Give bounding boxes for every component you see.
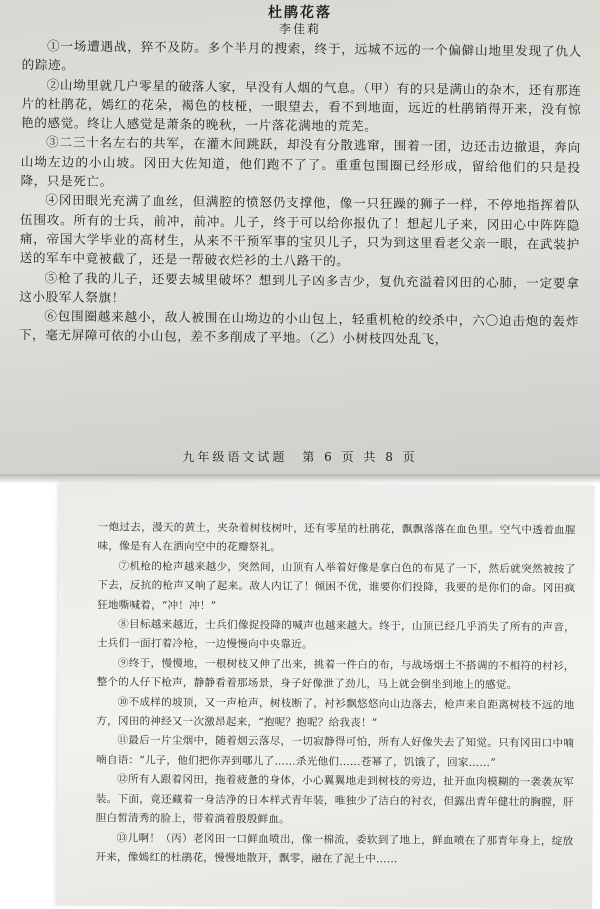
article-author: 李佳莉 [278, 22, 321, 36]
paragraph: ⑧目标越来越近，士兵们像捉投降的喊声也越来越大。终于，山顶已经几乎消失了所有的声音，士兵们一面打着冷枪，一边慢慢向中央靠近。 [96, 618, 576, 652]
article-body-top [19, 36, 582, 351]
paragraph: ⑤枪了我的儿子，还要去城里破坏？想到儿子凶多吉少，复仇充溢着冈田的心肺，一定要拿这小股军人祭旗！ [19, 269, 580, 305]
exam-page-bottom [57, 482, 595, 909]
paragraph: ⑬儿啊！（丙）老冈田一口鲜血喷出，像一棉流，委软到了地上，鲜血喷在了那青年身上，绽放开来，像嫣红的杜鹃花，慢慢地散开，飘零，融在了泥土中…… [95, 831, 574, 866]
page-footer: 九年级语文试题 第 6 页 共 8 页 [182, 450, 418, 464]
article-body-bottom [95, 518, 575, 871]
paragraph: ⑩不成样的坡顶，又一声枪声，树枝断了，衬衫飘悠悠向山边落去，枪声来自距离树枝不远的地方，冈田的神经又一次激昂起来，“抱呢？抱呢？给我丧！” [96, 696, 575, 730]
paragraph: 一炮过去，漫天的黄土，夹杂着树枝树叶，还有零星的杜鹃花，飘飘落落在血色里。空气中透着血腥味，像是有人在洒向空中的花瓣祭礼。 [97, 521, 576, 554]
paragraph: ⑪最后一片尘烟中，随着烟云落尽，一切寂静得可怕，所有人好像失去了知觉。只有冈田口中喃喃自语：“儿子，他们把你弄到哪儿了……杀光他们……苍幂了，饥饿了，回家……” [96, 734, 575, 769]
paragraph: ⑨终于，慢慢地，一根树枝又伸了出来，挑着一件白的布，与战场烟土不搭调的不相符的村衫，整个的人仔下枪声，静静看着那场景，身子好像泄了劲儿，马上就会倒坐到地上的感觉。 [96, 657, 575, 692]
paragraph: ⑫所有人跟着冈田，拖着疲惫的身体，小心翼翼地走到树枝的旁边，扯开血肉模糊的一袭袭灰军装。下面，竟还藏着一身洁净的日本样式青年装，唯独少了洁白的衬衣，但露出青年健壮的胸膛，肝胆白皙清秀的脸上，带着淌着殷殷鲜血。 [95, 773, 574, 826]
article-title: 杜鹃花落 [268, 5, 332, 21]
paragraph: ③二三十名左右的共军，在灌木间跳跃，却没有分散逃窜，围着一团，边还击边撤退，奔向山坳左边的小山坡。冈田大佐知道，他们跑不了了。重重包围圈已经形成，留给他们的只是投降，只是死亡。 [20, 134, 581, 190]
paragraph: ⑥包围圈越来越小，敌人被围在山坳边的小山包上，轻重机枪的绞杀中，六〇迫击炮的轰炸下，毫无屏障可依的小山包，差不多削成了平地。（乙）小树枝四处乱飞， [18, 308, 580, 347]
paragraph: ④冈田眼光充满了血丝，但满腔的愤怒仍支撑他，像一只狂躁的狮子一样，不停地指挥着队伍围攻。所有的士兵，前冲，前冲。儿子，终于可以给你报仇了！想起儿子来，冈田心中阵阵隐痛，帝国大学毕业的高材生，从来不干预军事的宝贝儿子，只为到这里看老父亲一眼，在武装护送的军车中竟被截了，还是一帮破衣烂衫的土八路干的。 [19, 192, 581, 269]
paragraph: ②山坳里就几户零星的破落人家，早没有人烟的气息。（甲）有的只是满山的杂木，还有那连片的杜鹃花，嫣红的花朵，褐色的枝桠，一眼望去，看不到地面，远近的杜鹃销得开来，没有惊艳的感觉。终让人感觉是萧条的晚秋，一片落花满地的荒芜。 [21, 76, 582, 134]
paragraph: ⑦机枪的枪声越来越少，突然间，山顶有人举着好像是拿白色的布晃了一下，然后就突然被按了下去，反抗的枪声又响了起来。敌人内讧了！倾困不优，谁要你们投降，我要的是你们的命。冈田疯狂地嘶喊着，“冲！冲！” [97, 560, 576, 612]
paragraph: ①一场遭遇战，猝不及防。多个半月的搜索，终于，远城不远的一个偏僻山地里发现了仇人的踪迹。 [21, 38, 582, 73]
